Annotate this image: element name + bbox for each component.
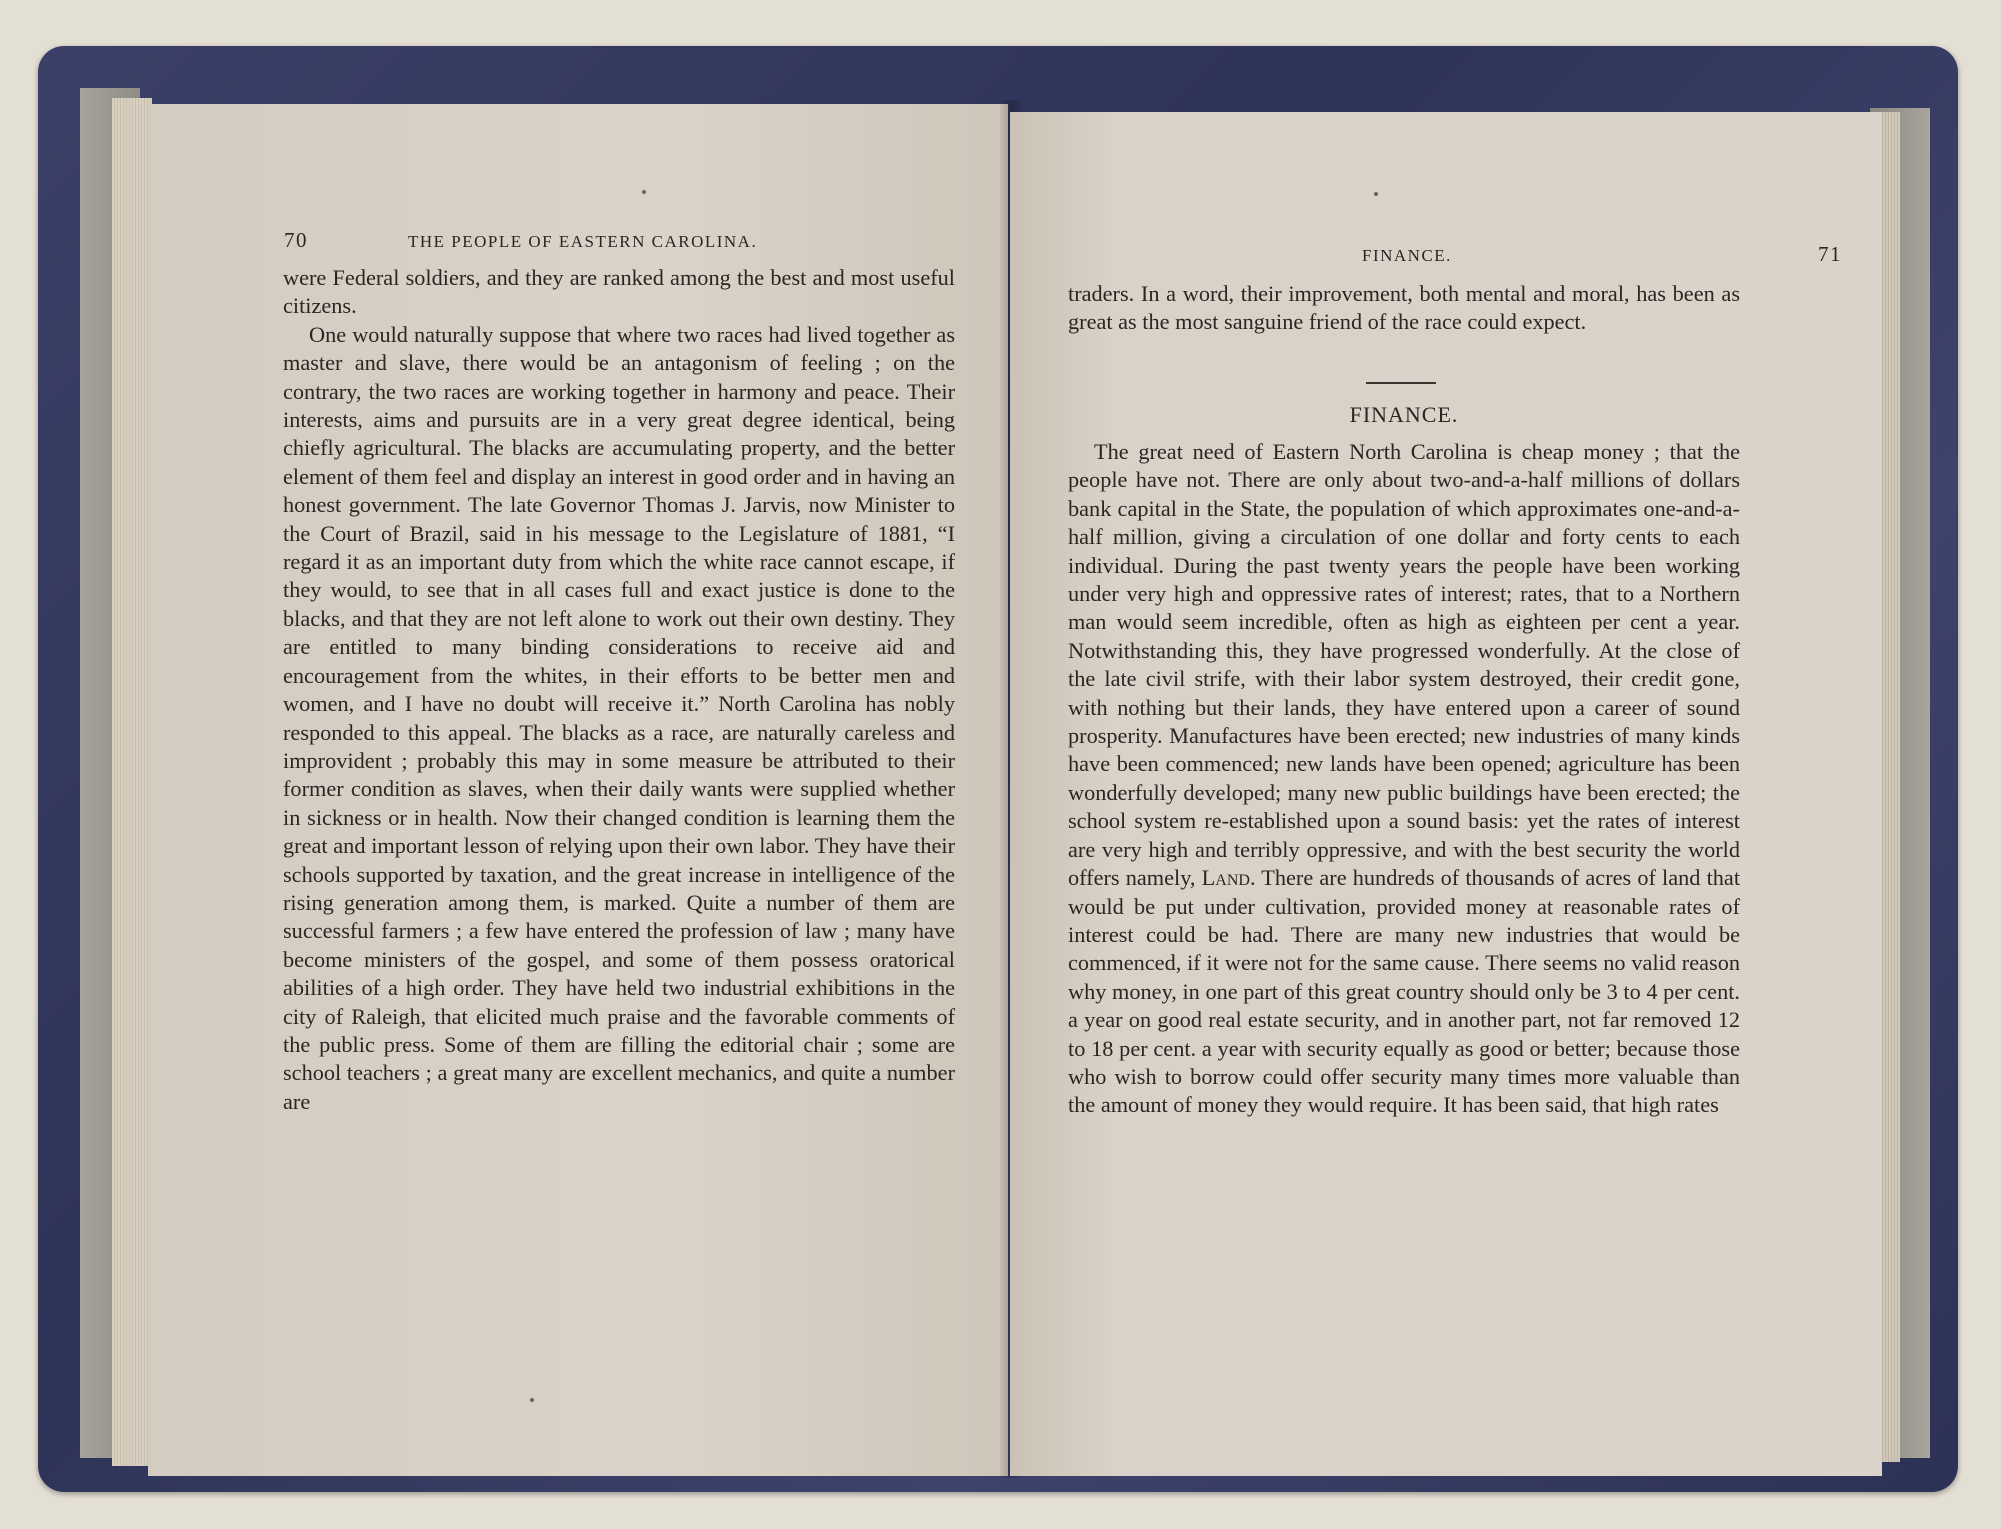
left-paragraph-1: were Federal soldiers, and they are ranked among the best and most useful citizens. bbox=[283, 265, 955, 319]
finance-paragraph bbox=[1068, 438, 1740, 1120]
left-page-number: 70 bbox=[284, 228, 308, 252]
left-paragraph-2: One would naturally suppose that where two races had lived together as master and slave, there would be an antagonism of feeling ; on the contrary, the two races are working together in harmony and peace. Their interests, aims and pursuits are in a very great degree identical, being chiefly agricultural. The blacks are accumulating property, and the better element of them feel and display an interest in good order and in having an honest government. The late Governor Thomas J. Jarvis, now Minister to the Court of Brazil, said in his message to the Legislature of 1881, “I regard it as an important duty from which the white race cannot escape, if they would, to see that in all cases full and exact justice is done to the blacks, and that they are not left alone to work out their own destiny. They are entitled to many binding considerations to receive aid and encouragement from the whites, in their efforts to be better men and women, and I have no doubt will receive it.” North Carolina has nobly responded to this appeal. The blacks as a race, are naturally careless and improvident ; probably this may in some measure be attributed to their former condition as slaves, when their daily wants were supplied whether in sickness or in health. Now their changed condition is learning them the great and important lesson of relying upon their own labor. They have their schools supported by taxation, and the great increase in intelligence of the rising generation among them, is marked. Quite a number of them are successful farmers ; a few have entered the profession of law ; many have become ministers of the gospel, and some of them possess oratorical abilities of a high order. They have held two industrial exhibitions in the city of Raleigh, that elicited much praise and the favorable comments of the public press. Some of them are filling the editorial chair ; some are school teachers ; a great many are excellent mechanics, and quite a number are bbox=[283, 321, 955, 1114]
right-running-head: FINANCE. bbox=[1362, 246, 1452, 265]
finance-text-part-1: The great need of Eastern North Carolina is cheap money ; that the people have not. There are only about two-and-a-half millions of dollars bank capital in the State, the population of which approximates one-and-a-half million, giving a circulation of one dollar and forty cents to each individual. During the past twenty years the people have been working under very high and oppressive rates of interest; rates, that to a Northern man would seem incredible, often as high as eighteen per cent a year. Notwithstanding this, they have progressed wonderfully. At the close of the late civil strife, with their labor system destroyed, their credit gone, with nothing but their lands, they have entered upon a career of sound prosperity. Manufactures have been erected; new industries of many kinds have been commenced; new lands have been opened; agriculture has been wonderfully developed; many new public buildings have been erected; the school system re-established upon a sound basis: yet the rates of interest are very high and terribly oppressive, and with the best security the world offers namely, bbox=[1068, 439, 1740, 891]
right-page bbox=[1010, 112, 1882, 1476]
left-running-head: THE PEOPLE OF EASTERN CAROLINA. bbox=[408, 232, 758, 251]
finance-section-body bbox=[1068, 438, 1740, 1120]
finance-text-part-2: There are hundreds of thousands of acres of land that would be put under cultivation, provided money at reasonable rates of interest could be had. There are many new industries that would be commenced, if it were not for the same cause. There seems no valid reason why money, in one part of this great country should only be 3 to 4 per cent. a year on good real estate security, and in another part, not far removed 12 to 18 per cent. a year with security equally as good or better; because those who wish to borrow could offer security many times more valuable than the amount of money they would require. It has been said, that high rates bbox=[1068, 865, 1741, 1118]
right-page-number: 71 bbox=[1818, 242, 1842, 266]
left-page-edges bbox=[112, 98, 152, 1466]
paper-speck bbox=[530, 1398, 534, 1402]
section-divider-rule bbox=[1366, 382, 1436, 384]
right-opening-paragraph bbox=[1068, 280, 1740, 337]
paper-speck bbox=[642, 190, 646, 194]
left-page bbox=[148, 104, 1008, 1476]
right-paragraph-1: traders. In a word, their improvement, both mental and moral, has been as great as the most sanguine friend of the race could expect. bbox=[1068, 281, 1740, 335]
left-page-body bbox=[283, 264, 955, 1116]
paper-speck bbox=[1374, 192, 1378, 196]
section-heading: FINANCE. bbox=[1349, 402, 1459, 427]
land-small-caps: Land. bbox=[1201, 865, 1256, 891]
